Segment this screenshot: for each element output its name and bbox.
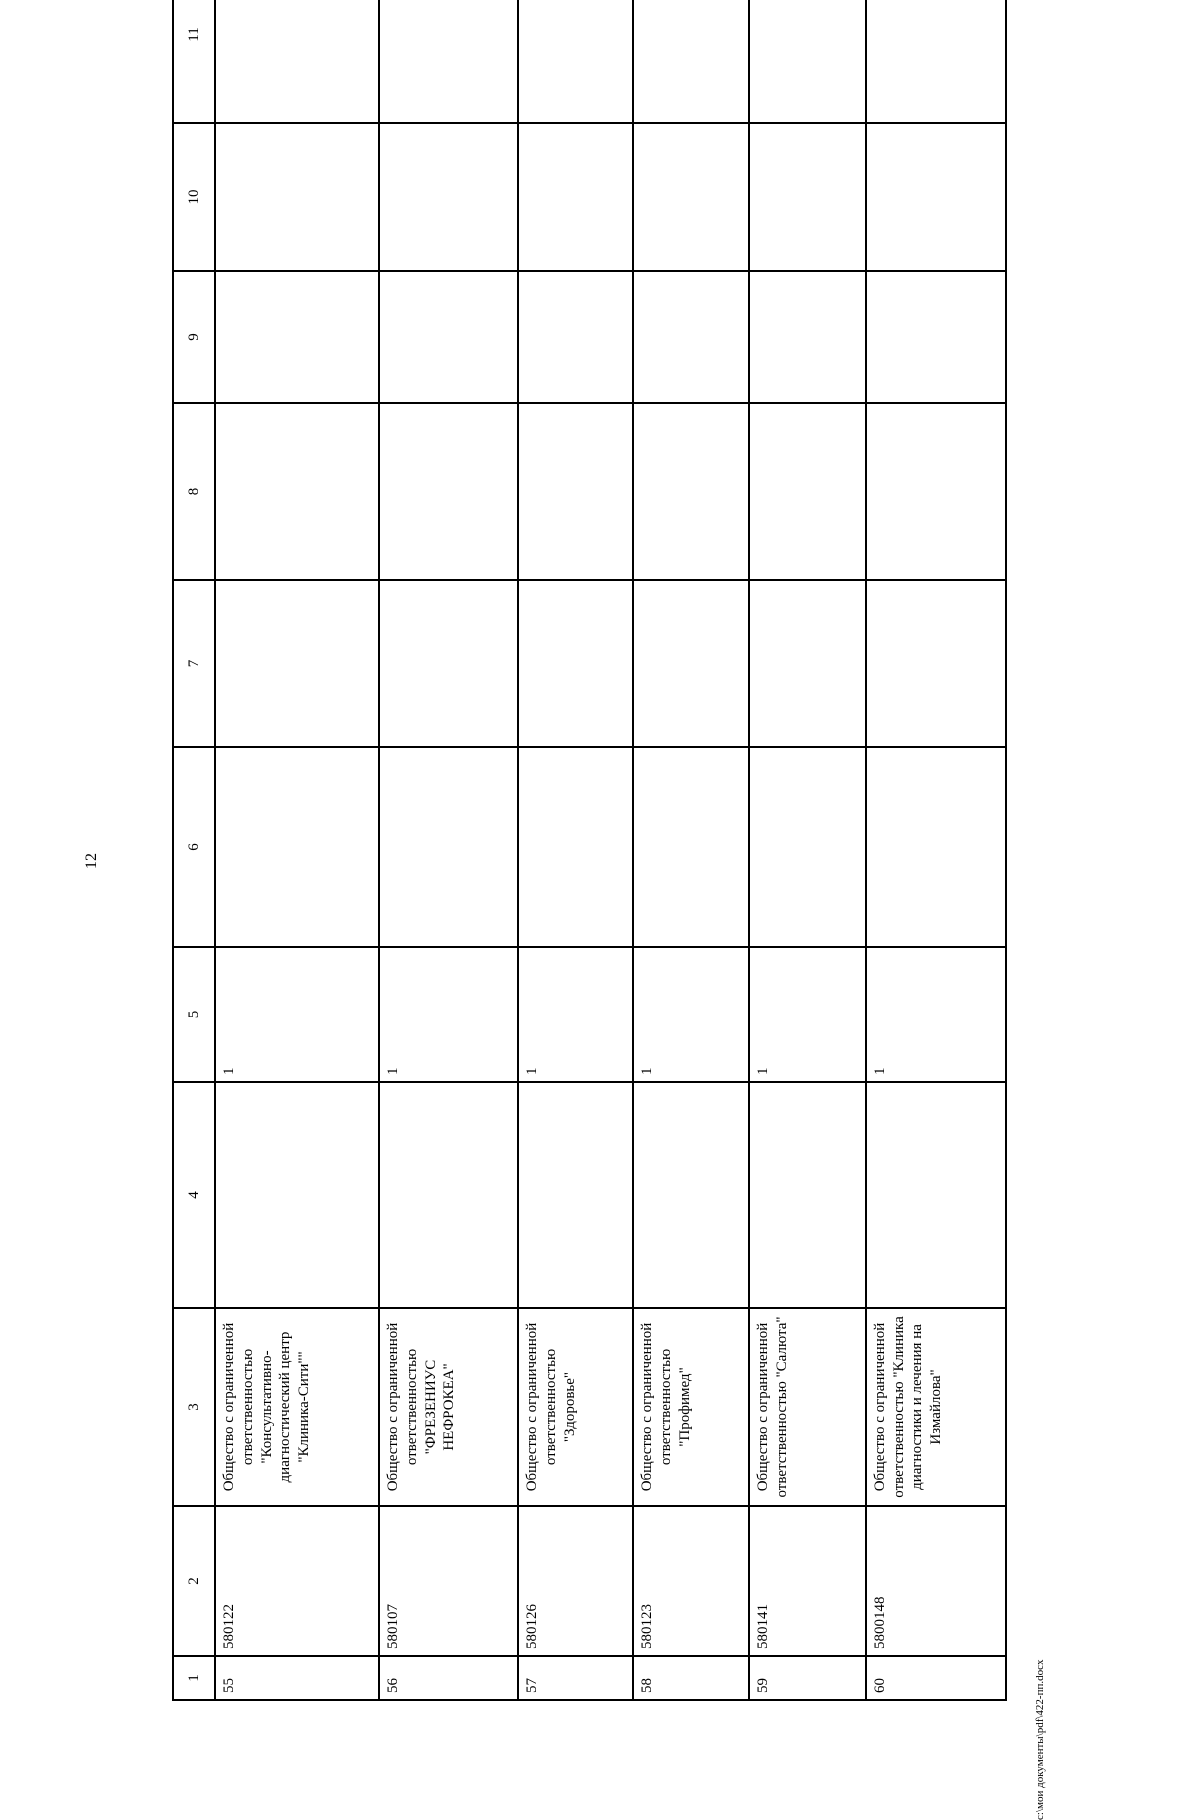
cell-value: 1 (633, 947, 749, 1082)
col-header: 7 (173, 580, 215, 747)
cell (215, 123, 379, 271)
col-header: 9 (173, 271, 215, 403)
col-header: 6 (173, 747, 215, 947)
cell (215, 580, 379, 747)
org-code: 580123 (633, 1506, 749, 1656)
cell (749, 747, 866, 947)
cell (866, 1082, 1006, 1308)
table-row (215, 0, 379, 1700)
org-name: Общество с ограниченной ответственностью "Консультативно-диагностический центр "Клиника-Сити"" (215, 1308, 379, 1506)
cell (379, 747, 518, 947)
cell (518, 1082, 633, 1308)
cell (215, 0, 379, 123)
cell (379, 271, 518, 403)
table-row (866, 0, 1006, 1700)
cell (749, 0, 866, 123)
cell (518, 747, 633, 947)
col-header: 11 (173, 0, 215, 123)
row-number: 60 (866, 1656, 1006, 1700)
cell (518, 123, 633, 271)
cell-value: 1 (518, 947, 633, 1082)
org-name: Общество с ограниченной ответственностью "Профимед" (633, 1308, 749, 1506)
cell (866, 580, 1006, 747)
table-row (518, 0, 633, 1700)
cell (379, 403, 518, 580)
cell (518, 403, 633, 580)
table-row (379, 0, 518, 1700)
page-number: 12 (83, 853, 100, 869)
row-number: 58 (633, 1656, 749, 1700)
cell (749, 1082, 866, 1308)
org-code: 580141 (749, 1506, 866, 1656)
cell (633, 580, 749, 747)
cell (518, 271, 633, 403)
cell (379, 0, 518, 123)
cell (866, 747, 1006, 947)
table-row (749, 0, 866, 1700)
row-number: 59 (749, 1656, 866, 1700)
org-name: Общество с ограниченной ответственностью "ФРЕЗЕНИУС НЕФРОКЕА" (379, 1308, 518, 1506)
row-number: 55 (215, 1656, 379, 1700)
cell (518, 0, 633, 123)
cell-value: 1 (866, 947, 1006, 1082)
org-name: Общество с ограниченной ответственностью "Клиника диагностики и лечения на Измайлова" (866, 1308, 1006, 1506)
cell (215, 271, 379, 403)
col-header: 4 (173, 1082, 215, 1308)
org-name: Общество с ограниченной ответственностью "Здоровье" (518, 1308, 633, 1506)
cell (379, 123, 518, 271)
row-number: 57 (518, 1656, 633, 1700)
cell (866, 0, 1006, 123)
cell (215, 747, 379, 947)
org-code: 580126 (518, 1506, 633, 1656)
col-header: 3 (173, 1308, 215, 1506)
cell (749, 580, 866, 747)
cell (633, 0, 749, 123)
cell (866, 123, 1006, 271)
cell (633, 747, 749, 947)
cell-value: 1 (215, 947, 379, 1082)
cell (749, 271, 866, 403)
header-row (173, 0, 215, 1700)
medical-organizations-table (172, 0, 1007, 1701)
table-wrapper (172, 27, 1007, 1701)
org-code: 580107 (379, 1506, 518, 1656)
org-name: Общество с ограниченной ответственностью "Салюта" (749, 1308, 866, 1506)
col-header: 8 (173, 403, 215, 580)
cell (215, 1082, 379, 1308)
col-header: 2 (173, 1506, 215, 1656)
cell (749, 403, 866, 580)
org-code: 5800148 (866, 1506, 1006, 1656)
footer-file-path: c:\мои документы\pdf\422-пп.docx (1034, 1659, 1046, 1820)
cell-value: 1 (379, 947, 518, 1082)
cell (518, 580, 633, 747)
cell (379, 580, 518, 747)
cell (866, 403, 1006, 580)
col-header: 5 (173, 947, 215, 1082)
table-row (633, 0, 749, 1700)
cell (379, 1082, 518, 1308)
cell (633, 123, 749, 271)
cell (749, 123, 866, 271)
col-header: 10 (173, 123, 215, 271)
col-header: 1 (173, 1656, 215, 1700)
cell (633, 271, 749, 403)
cell (633, 1082, 749, 1308)
org-code: 580122 (215, 1506, 379, 1656)
cell (866, 271, 1006, 403)
cell-value: 1 (749, 947, 866, 1082)
cell (633, 403, 749, 580)
row-number: 56 (379, 1656, 518, 1700)
cell (215, 403, 379, 580)
